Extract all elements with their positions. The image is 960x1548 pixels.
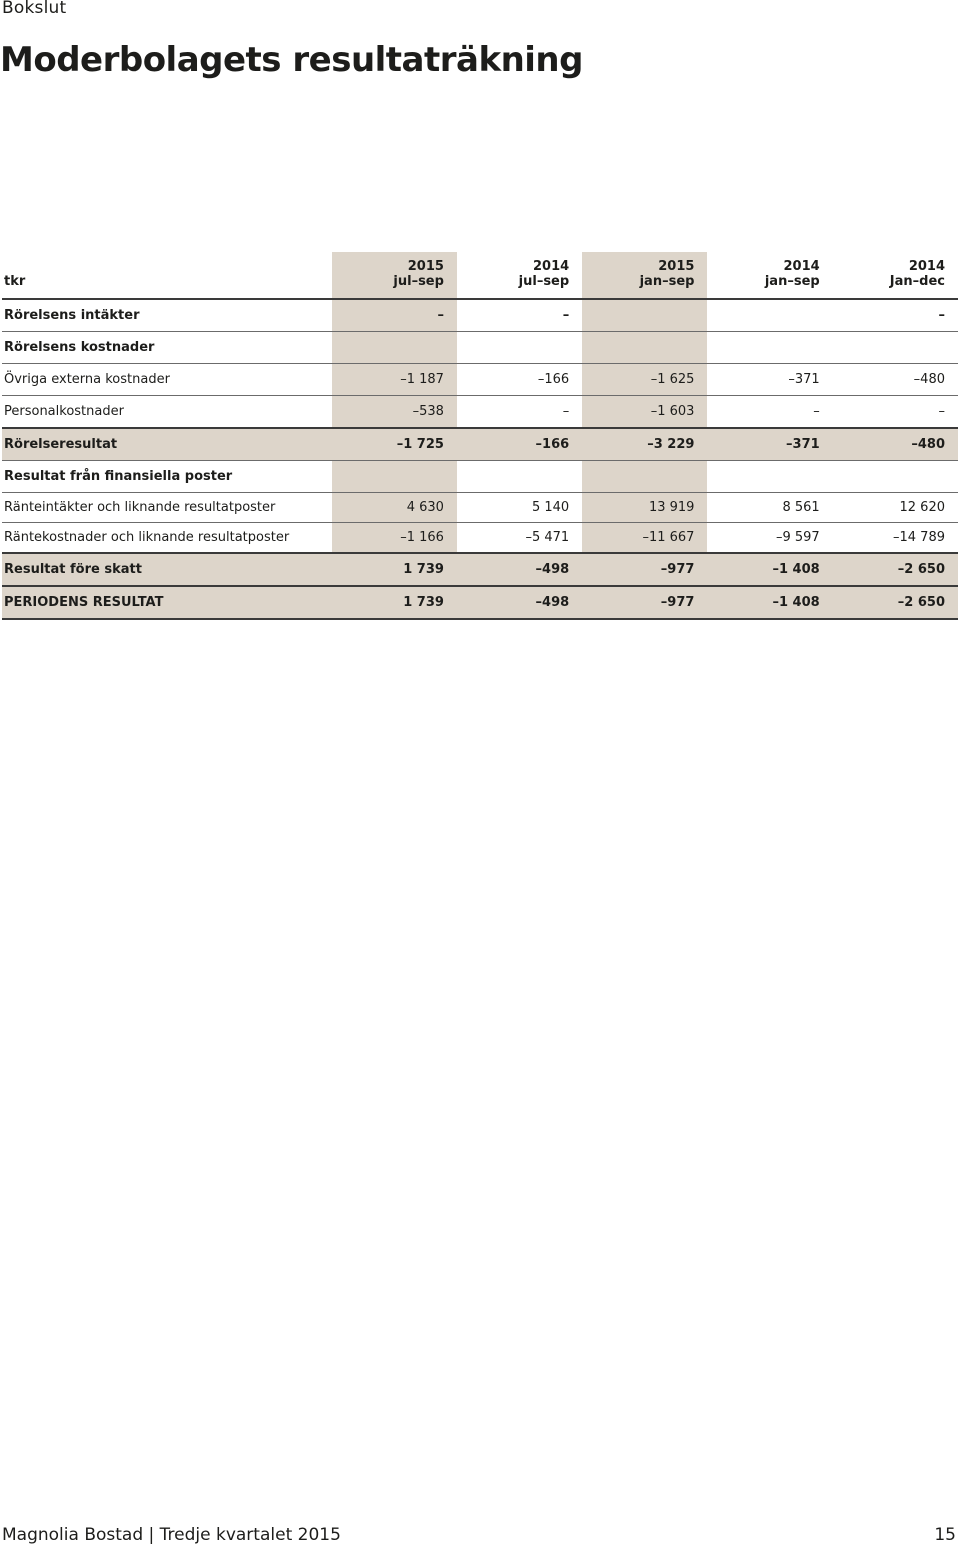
table-row-subtotal [2,428,958,461]
table-row [2,493,958,523]
income-statement-table [2,252,958,620]
table-row [2,299,958,332]
cell-value: –1 408 [707,586,832,619]
cell-value [332,461,457,493]
cell-value: –498 [457,586,582,619]
cell-value: –1 408 [707,553,832,586]
row-label: Resultat före skatt [2,553,332,586]
cell-value: 1 739 [332,553,457,586]
page-number: 15 [934,1525,956,1545]
table-row [2,332,958,364]
row-label: Räntekostnader och liknande resultatposter [2,523,332,554]
column-period: Jan–dec [833,274,958,299]
cell-value: 5 140 [457,493,582,523]
column-period: jan–sep [707,274,832,299]
cell-value: –1 625 [582,364,707,396]
section-label: Bokslut [2,0,67,18]
cell-value: –480 [833,428,958,461]
cell-value: –1 187 [332,364,457,396]
cell-value: – [457,396,582,429]
header-empty-cell [2,252,332,274]
row-label: Ränteintäkter och liknande resultatposter [2,493,332,523]
column-period: jul–sep [457,274,582,299]
cell-value: –1 603 [582,396,707,429]
cell-value [707,461,832,493]
row-label: Resultat från finansiella poster [2,461,332,493]
cell-value: –9 597 [707,523,832,554]
cell-value [582,299,707,332]
header-period-row [2,274,958,299]
cell-value: –371 [707,364,832,396]
column-year: 2015 [582,252,707,274]
cell-value: 13 919 [582,493,707,523]
table-row-total [2,586,958,619]
row-label: Rörelsens kostnader [2,332,332,364]
row-label: Rörelsens intäkter [2,299,332,332]
header-year-row [2,252,958,274]
cell-value: –2 650 [833,586,958,619]
cell-value [582,332,707,364]
cell-value: –14 789 [833,523,958,554]
row-label: Övriga externa kostnader [2,364,332,396]
cell-value: –538 [332,396,457,429]
table-row [2,523,958,554]
cell-value: –166 [457,428,582,461]
column-period: jan–sep [582,274,707,299]
row-label: PERIODENS RESULTAT [2,586,332,619]
cell-value: –480 [833,364,958,396]
row-label: Rörelseresultat [2,428,332,461]
cell-value [457,332,582,364]
cell-value: –166 [457,364,582,396]
cell-value: – [332,299,457,332]
column-period: jul–sep [332,274,457,299]
cell-value: – [833,396,958,429]
footer-publication: Magnolia Bostad | Tredje kvartalet 2015 [2,1525,341,1545]
cell-value: –1 166 [332,523,457,554]
cell-value: – [833,299,958,332]
cell-value: –371 [707,428,832,461]
cell-value: 1 739 [332,586,457,619]
cell-value [707,299,832,332]
cell-value [707,332,832,364]
cell-value: –3 229 [582,428,707,461]
cell-value: 12 620 [833,493,958,523]
unit-label: tkr [2,274,332,299]
cell-value: –498 [457,553,582,586]
table-row-subtotal [2,553,958,586]
cell-value: –1 725 [332,428,457,461]
cell-value: –11 667 [582,523,707,554]
cell-value: – [457,299,582,332]
column-year: 2014 [908,259,945,274]
cell-value [457,461,582,493]
cell-value: –5 471 [457,523,582,554]
row-label: Personalkostnader [2,396,332,429]
cell-value: –977 [582,586,707,619]
table-row [2,461,958,493]
column-year: 2014 [783,259,820,274]
cell-value [582,461,707,493]
column-year: 2014 [533,259,570,274]
page-title: Moderbolagets resultaträkning [0,40,583,80]
column-year: 2015 [332,252,457,274]
cell-value: –2 650 [833,553,958,586]
cell-value [833,461,958,493]
cell-value: 8 561 [707,493,832,523]
table-row [2,396,958,429]
table-row [2,364,958,396]
cell-value: – [707,396,832,429]
cell-value [833,332,958,364]
cell-value [332,332,457,364]
cell-value: 4 630 [332,493,457,523]
cell-value: –977 [582,553,707,586]
